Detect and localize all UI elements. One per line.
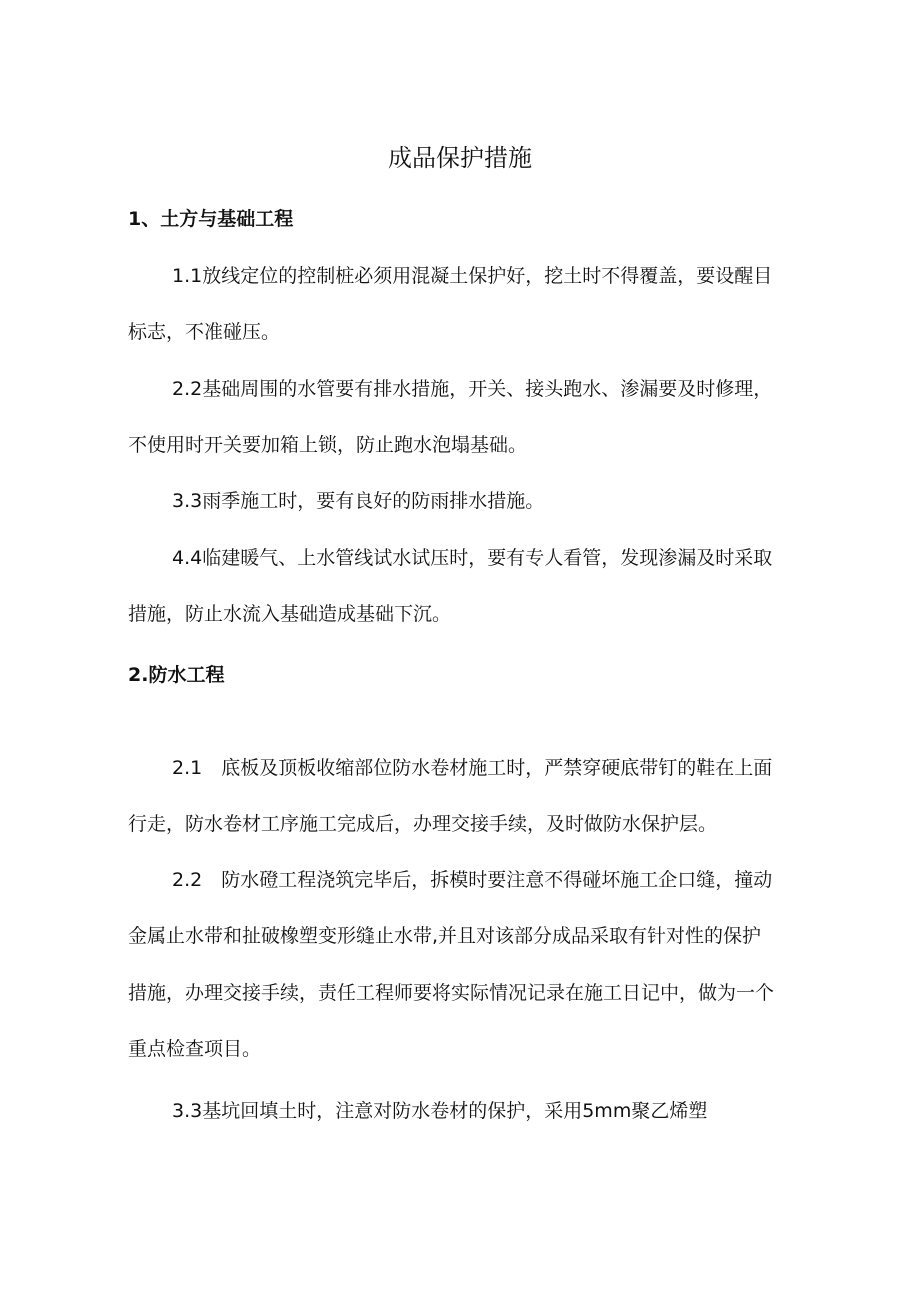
paragraph-line: 1.1放线定位的控制桩必须用混凝土保护好，挖土时不得覆盖，要设醒目 (172, 265, 773, 287)
paragraph-line: 不使用时开关要加箱上锁，防止跑水泡塌基础。 (128, 434, 528, 456)
paragraph-line: 2.1 底板及顶板收缩部位防水卷材施工时，严禁穿硬底带钉的鞋在上面 (172, 757, 773, 779)
paragraph-line: 行走，防水卷材工序施工完成后，办理交接手续，及时做防水保护层。 (128, 813, 718, 835)
paragraph-line: 2.2 防水磴工程浇筑完毕后，拆模时要注意不得碰坏施工企口缝，撞动 (172, 869, 773, 891)
paragraph-line: 2.2基础周围的水管要有排水措施，开关、接头跑水、渗漏要及时修理， (172, 378, 773, 400)
page-title: 成品保护措施 (388, 144, 532, 172)
paragraph-line: 3.3雨季施工时，要有良好的防雨排水措施。 (172, 490, 545, 512)
paragraph-line: 重点检查项目。 (128, 1038, 262, 1060)
paragraph-line: 金属止水带和扯破橡塑变形缝止水带,并且对该部分成品采取有针对性的保护 (128, 925, 762, 947)
paragraph-line: 3.3基坑回填土时，注意对防水卷材的保护，采用5mm聚乙烯塑 (172, 1100, 708, 1122)
section-heading-waterproofing: 2.防水工程 (128, 664, 225, 686)
paragraph-line: 标志，不准碰压。 (128, 321, 281, 343)
paragraph-line: 措施，办理交接手续，责任工程师要将实际情况记录在施工日记中，做为一个 (128, 982, 775, 1004)
section-heading-earthwork: 1、土方与基础工程 (128, 208, 294, 230)
paragraph-line: 措施，防止水流入基础造成基础下沉。 (128, 603, 452, 625)
paragraph-line: 4.4临建暖气、上水管线试水试压时，要有专人看管，发现渗漏及时采取 (172, 547, 773, 569)
